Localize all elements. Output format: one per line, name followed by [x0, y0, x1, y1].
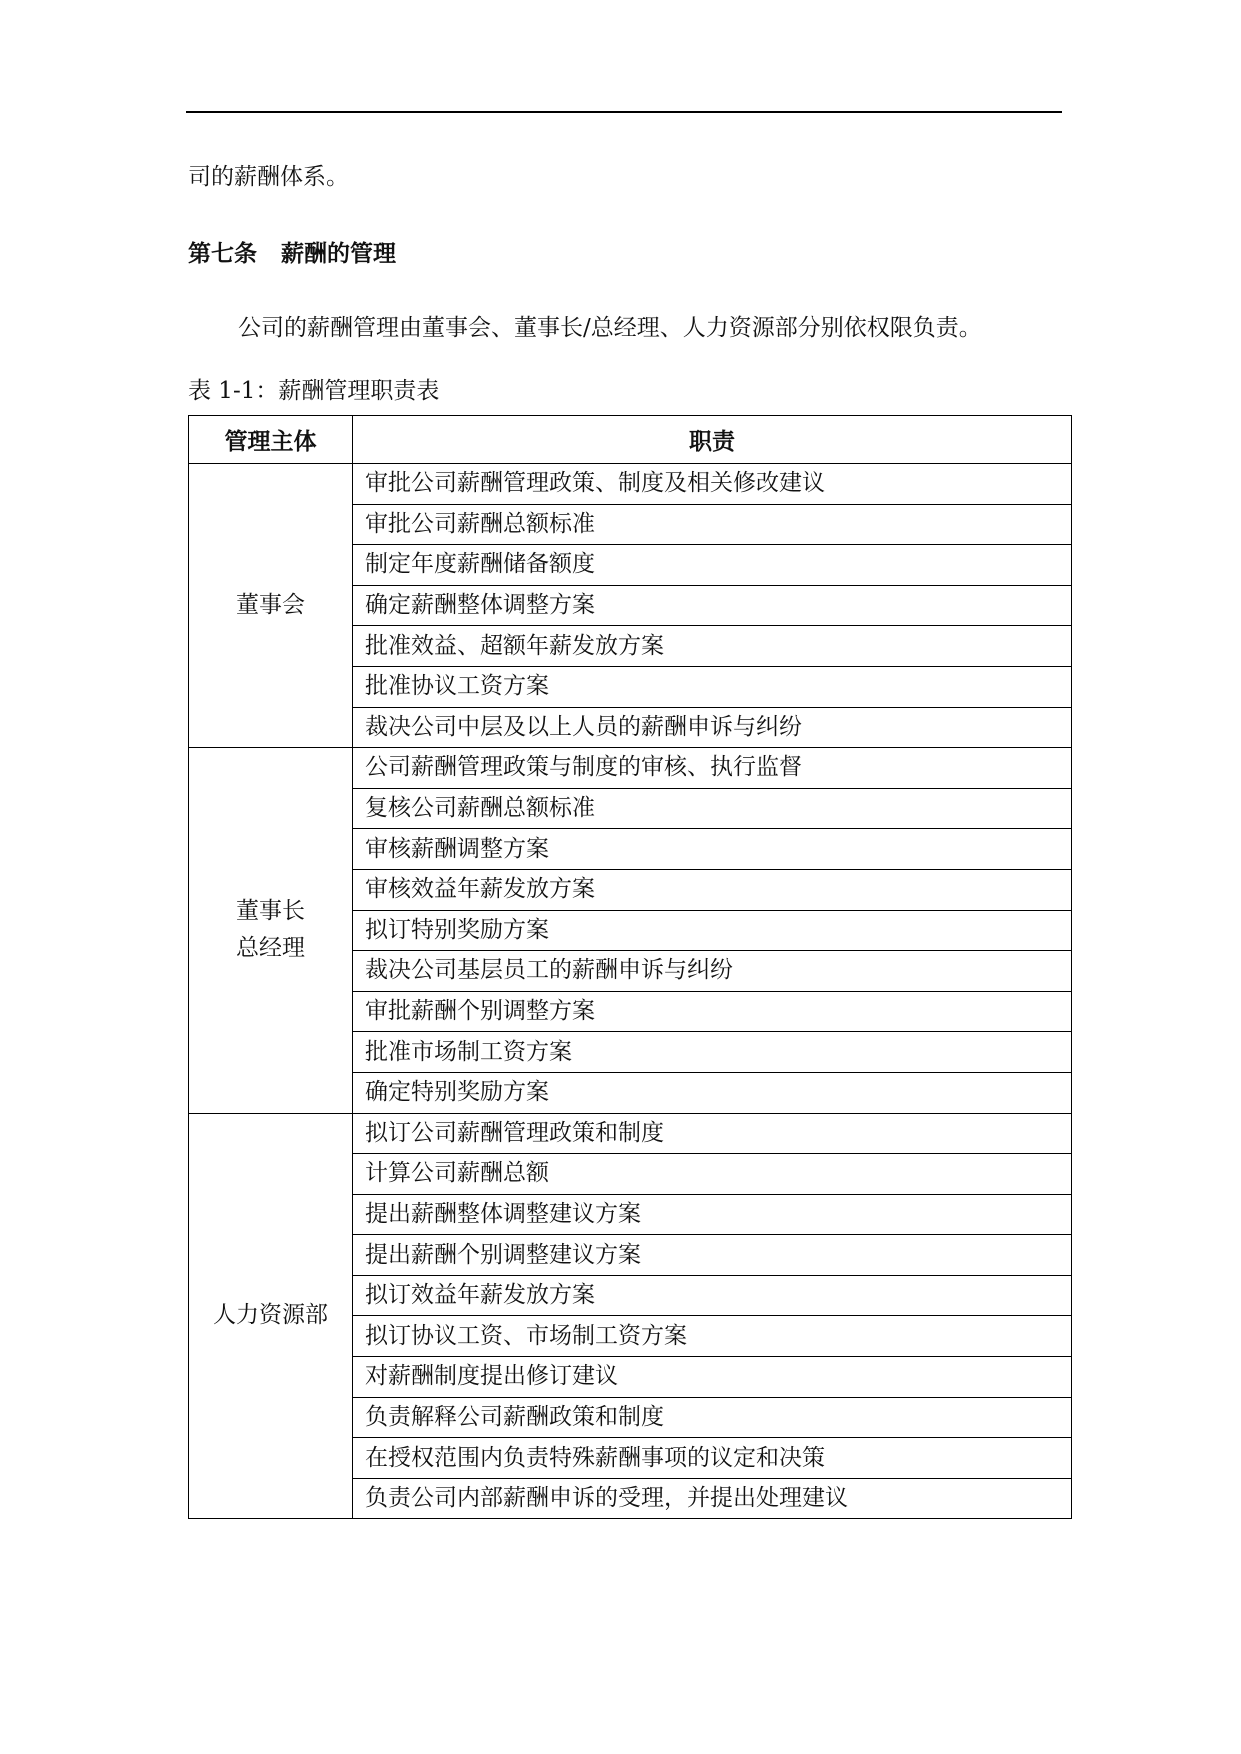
- duty-cell: 审批公司薪酬管理政策、制度及相关修改建议: [353, 464, 1072, 505]
- duty-cell: 拟订特别奖励方案: [353, 910, 1072, 951]
- table-row: [189, 748, 1072, 789]
- table-row: [189, 1113, 1072, 1154]
- subject-label: 董事长: [236, 898, 305, 925]
- duty-cell: 提出薪酬整体调整建议方案: [353, 1194, 1072, 1235]
- duty-cell: 审核薪酬调整方案: [353, 829, 1072, 870]
- duty-cell: 对薪酬制度提出修订建议: [353, 1357, 1072, 1398]
- section-heading: [188, 237, 396, 271]
- continued-paragraph: 司的薪酬体系。: [188, 164, 349, 190]
- header-rule: [186, 111, 1062, 113]
- table-row: [189, 464, 1072, 505]
- duty-cell: 制定年度薪酬储备额度: [353, 545, 1072, 586]
- duty-table: [188, 415, 1072, 1519]
- duty-cell: 审批薪酬个别调整方案: [353, 991, 1072, 1032]
- subject-cell: [189, 1113, 353, 1519]
- duty-cell: 批准市场制工资方案: [353, 1032, 1072, 1073]
- duty-cell: 拟订协议工资、市场制工资方案: [353, 1316, 1072, 1357]
- section-title: 薪酬的管理: [281, 241, 396, 267]
- section-number: 第七条: [188, 241, 257, 267]
- duty-cell: 确定特别奖励方案: [353, 1072, 1072, 1113]
- duty-cell: 提出薪酬个别调整建议方案: [353, 1235, 1072, 1276]
- duty-cell: 裁决公司中层及以上人员的薪酬申诉与纠纷: [353, 707, 1072, 748]
- body-paragraph: 公司的薪酬管理由董事会、董事长/总经理、人力资源部分别依权限负责。: [238, 315, 982, 341]
- subject-cell: [189, 748, 353, 1113]
- table-header-row: [189, 416, 1072, 464]
- duty-cell: 审批公司薪酬总额标准: [353, 504, 1072, 545]
- duty-cell: 公司薪酬管理政策与制度的审核、执行监督: [353, 748, 1072, 789]
- duty-cell: 复核公司薪酬总额标准: [353, 788, 1072, 829]
- duty-cell: 负责解释公司薪酬政策和制度: [353, 1397, 1072, 1438]
- subject-cell: [189, 464, 353, 748]
- header-subject: 管理主体: [189, 416, 353, 464]
- duty-cell: 批准协议工资方案: [353, 666, 1072, 707]
- duty-cell: 审核效益年薪发放方案: [353, 869, 1072, 910]
- duty-cell: 拟订公司薪酬管理政策和制度: [353, 1113, 1072, 1154]
- subject-label: 人力资源部: [213, 1302, 328, 1329]
- subject-label: 总经理: [236, 935, 305, 962]
- duty-cell: 拟订效益年薪发放方案: [353, 1275, 1072, 1316]
- duty-cell: 确定薪酬整体调整方案: [353, 585, 1072, 626]
- duty-cell: 批准效益、超额年薪发放方案: [353, 626, 1072, 667]
- table-caption: 表 1-1：薪酬管理职责表: [188, 378, 440, 404]
- header-duty: 职责: [353, 416, 1072, 464]
- subject-label: 董事会: [236, 592, 305, 619]
- duty-cell: 在授权范围内负责特殊薪酬事项的议定和决策: [353, 1438, 1072, 1479]
- duty-table-body: [189, 464, 1072, 1519]
- duty-cell: 计算公司薪酬总额: [353, 1154, 1072, 1195]
- duty-cell: 裁决公司基层员工的薪酬申诉与纠纷: [353, 951, 1072, 992]
- duty-cell: 负责公司内部薪酬申诉的受理，并提出处理建议: [353, 1478, 1072, 1519]
